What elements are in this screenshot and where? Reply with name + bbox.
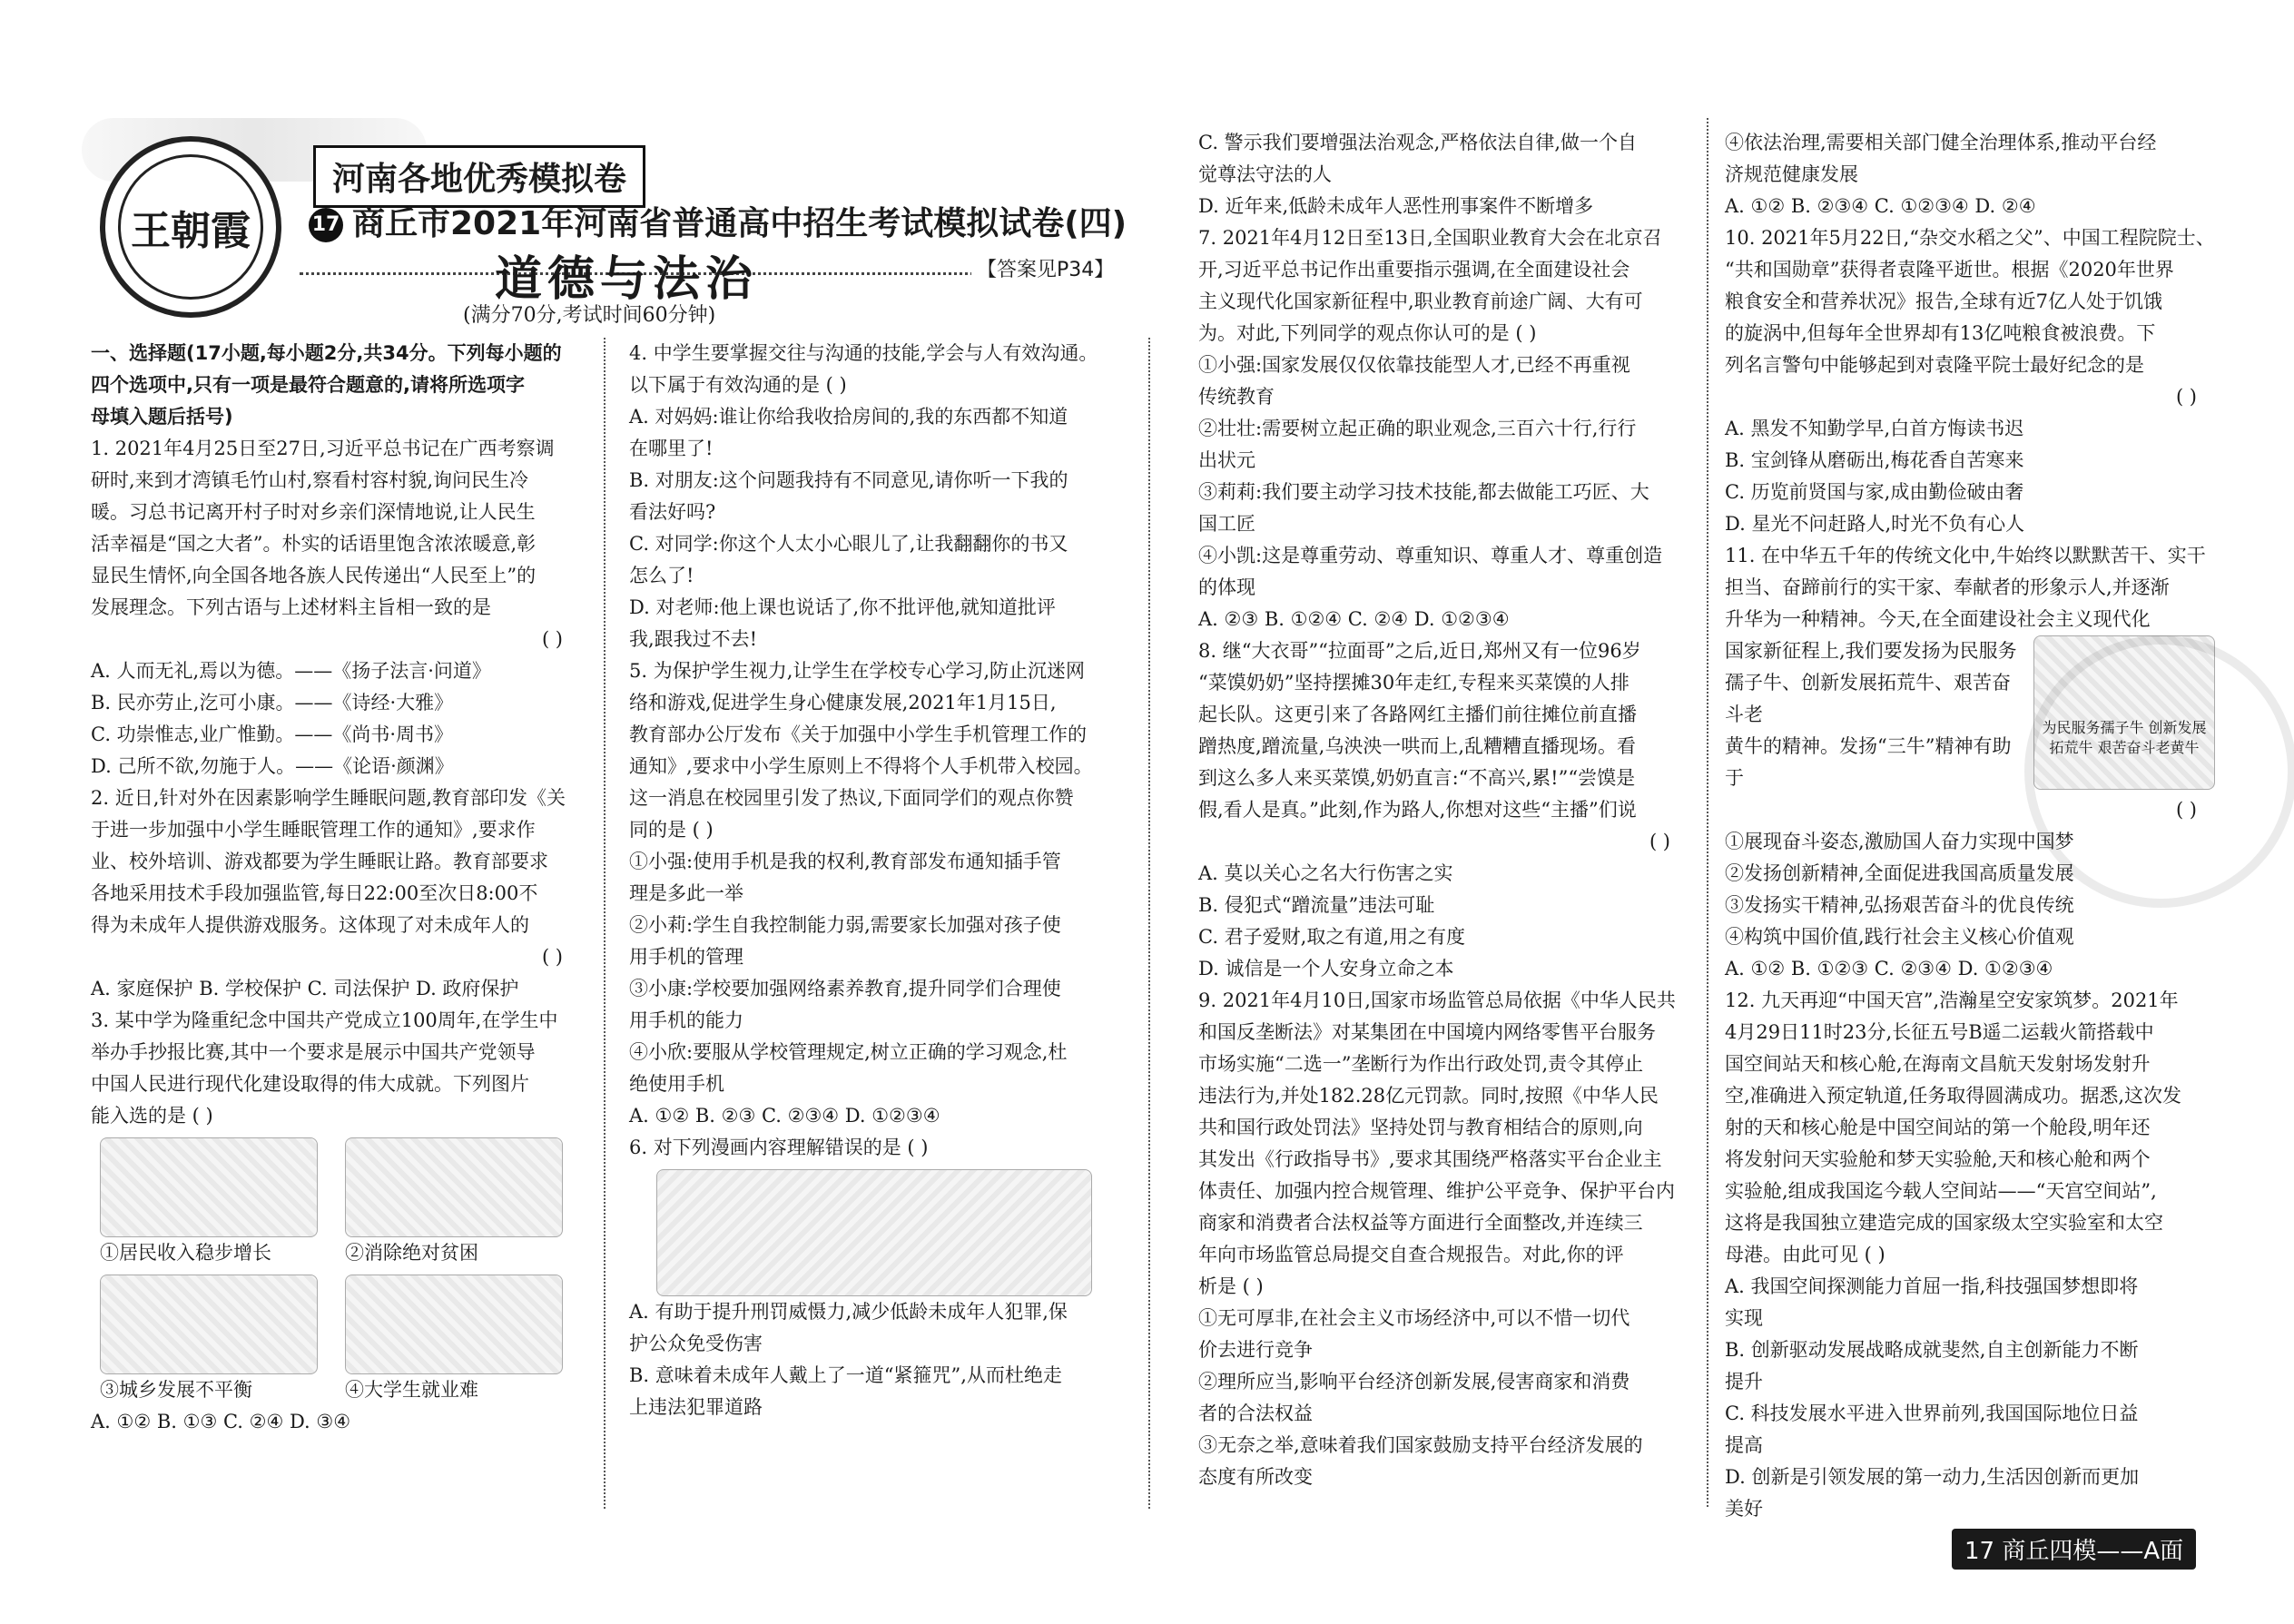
text-line: B. 对朋友:这个问题我持有不同意见,请你听一下我的 (629, 469, 1068, 491)
text-line: 国家新征程上,我们要发扬为民服务 (1725, 640, 2017, 662)
text-line: 10. 2021年5月22日,“杂交水稻之父”、中国工程院院士、 (1725, 227, 2215, 249)
text-line: 暖。习总书记离开村子时对乡亲们深情地说,让人民生 (91, 501, 536, 523)
text-line: 假,看人是真。”此刻,作为路人,你想对这些“主播”们说 (1198, 799, 1637, 821)
text-line: 者的合法权益 (1198, 1403, 1313, 1424)
text-line: A. ①② B. ②③ C. ②③④ D. ①②③④ (629, 1105, 940, 1127)
text-line: 济规范健康发展 (1725, 163, 1858, 185)
text-line: 国工匠 (1198, 513, 1255, 535)
text-line: 护公众免受伤害 (629, 1333, 763, 1354)
text-line: C. 历览前贤国与家,成由勤俭破由奢 (1725, 481, 2024, 503)
text-line: 理是多此一举 (629, 882, 743, 904)
cartoon-caption: ②消除绝对贫困 (345, 1242, 478, 1264)
text-line: ②发扬创新精神,全面促进我国高质量发展 (1725, 862, 2074, 884)
text-line: 实验舱,组成我国迄今载人空间站——“天宫空间站”, (1725, 1180, 2157, 1202)
text-line: “共和国勋章”获得者袁隆平逝世。根据《2020年世界 (1725, 259, 2174, 281)
text-line: 我,跟我过不去! (629, 628, 758, 650)
text-line: 绝使用手机 (629, 1073, 724, 1095)
text-line: “菜馍奶奶”坚持摆摊30年走红,专程来买菜馍的人排 (1198, 672, 1629, 694)
text-line: 实现 (1725, 1307, 1763, 1329)
text-line: 怎么了! (629, 565, 694, 586)
text-line: B. 宝剑锋从磨砺出,梅花香自苦寒来 (1725, 449, 2024, 471)
text-line: A. 莫以关心之名大行伤害之实 (1198, 862, 1453, 884)
text-line: 年向市场监管总局提交自查合规报告。对此,你的评 (1198, 1244, 1624, 1265)
column-divider (1707, 118, 1708, 1507)
text-line: D. 星光不问赶路人,时光不负有心人 (1725, 513, 2025, 535)
text-line: 的体现 (1198, 576, 1255, 598)
text-line: 母港。由此可见 ( ) (1725, 1244, 1885, 1265)
text-line: ( ) (2175, 799, 2197, 821)
text-line: 举办手抄报比赛,其中一个要求是展示中国共产党领导 (91, 1041, 536, 1063)
text-line: ①无可厚非,在社会主义市场经济中,可以不惜一切代 (1198, 1307, 1630, 1329)
text-line: 这将是我国独立建造完成的国家级太空实验室和太空 (1725, 1212, 2163, 1234)
text-line: 8. 继“大衣哥”“拉面哥”之后,近日,郑州又有一位96岁 (1198, 640, 1641, 662)
text-line: 一、选择题(17小题,每小题2分,共34分。下列每小题的 (91, 342, 562, 364)
text-line: 4月29日11时23分,长征五号B遥二运载火箭搭载中 (1725, 1021, 2154, 1043)
text-line: B. 意味着未成年人戴上了一道“紧箍咒”,从而杜绝走 (629, 1364, 1062, 1386)
text-line: 孺子牛、创新发展拓荒牛、艰苦奋斗老 (1725, 672, 2011, 725)
exam-note: (满分70分,考试时间60分钟) (463, 304, 716, 327)
text-line: A. 对妈妈:谁让你给我收拾房间的,我的东西都不知道 (629, 406, 1068, 428)
text-line: 发展理念。下列古语与上述材料主旨相一致的是 (91, 596, 491, 618)
text-line: 于进一步加强中小学生睡眠管理工作的通知》,要求作 (91, 819, 536, 841)
text-line: ( ) (541, 628, 563, 650)
text-line: 上违法犯罪道路 (629, 1396, 763, 1418)
text-line: 国空间站天和核心舱,在海南文昌航天发射场发射升 (1725, 1053, 2151, 1075)
brand-watermark (2024, 635, 2294, 908)
text-line: 1. 2021年4月25日至27日,习近平总书记在广西考察调 (91, 438, 555, 459)
cartoon-row (100, 1275, 581, 1374)
bull-caption: 为民服务孺子牛 创新发展拓荒牛 艰苦奋斗老黄牛 (2042, 719, 2207, 756)
exam-title (309, 198, 1127, 244)
text-line: 络和游戏,促进学生身心健康发展,2021年1月15日, (629, 692, 1057, 714)
text-line: 四个选项中,只有一项是最符合题意的,请将所选项字 (91, 374, 525, 396)
text-line: ③发扬实干精神,弘扬艰苦奋斗的优良传统 (1725, 894, 2074, 916)
answer-options: A. ①② B. ①③ C. ②④ D. ③④ (91, 1411, 351, 1432)
seal-text: 王朝霞 (118, 154, 263, 300)
text-line: 研时,来到才湾镇毛竹山村,察看村容村貌,询问民生冷 (91, 469, 529, 491)
text-line: 以下属于有效沟通的是 ( ) (629, 374, 847, 396)
text-line: 得为未成年人提供游戏服务。这体现了对未成年人的 (91, 914, 529, 936)
text-line: 传统教育 (1198, 386, 1275, 408)
text-line: 违法行为,并处182.28亿元罚款。同时,按照《中华人民 (1198, 1085, 1659, 1107)
text-line: D. 对老师:他上课也说话了,你不批评他,就知道批评 (629, 596, 1056, 618)
text-line: 3. 某中学为隆重纪念中国共产党成立100周年,在学生中 (91, 1009, 558, 1031)
text-line: ④小凯:这是尊重劳动、尊重知识、尊重人才、尊重创造 (1198, 545, 1663, 566)
text-line: D. 近年来,低龄未成年人恶性刑事案件不断增多 (1198, 195, 1594, 217)
text-line: ④依法治理,需要相关部门健全治理体系,推动平台经 (1725, 132, 2157, 153)
text-line: 出状元 (1198, 449, 1255, 471)
text-line: ( ) (1649, 831, 1670, 852)
cartoon-caption: ③城乡发展不平衡 (100, 1379, 252, 1401)
text-line: 黄牛的精神。发扬“三牛”精神有助于 (1725, 735, 2012, 789)
text-line: 和国反垄断法》对某集团在中国境内网络零售平台服务 (1198, 1021, 1656, 1043)
text-line: 空,准确进入预定轨道,任务取得圆满成功。据悉,这次发 (1725, 1085, 2182, 1107)
text-line: 用手机的能力 (629, 1009, 743, 1031)
cartoon-image (100, 1137, 318, 1237)
text-line: 其发出《行政指导书》,要求其围绕严格落实平台企业主 (1198, 1148, 1662, 1170)
cartoon-caption: ④大学生就业难 (345, 1379, 478, 1401)
text-line: ②壮壮:需要树立起正确的职业观念,三百六十行,行行 (1198, 418, 1637, 439)
cartoon-captions (100, 1237, 581, 1269)
series-label: 河南各地优秀模拟卷 (313, 145, 645, 208)
text-line: 4. 中学生要掌握交往与沟通的技能,学会与人有效沟通。 (629, 342, 1098, 364)
text-line: 射的天和核心舱是中国空间站的第一个舱段,明年还 (1725, 1117, 2151, 1138)
text-line: 起长队。这更引来了各路网红主播们前往摊位前直播 (1198, 704, 1637, 725)
text-line: 6. 对下列漫画内容理解错误的是 ( ) (629, 1137, 929, 1158)
text-line: ①展现奋斗姿态,激励国人奋力实现中国梦 (1725, 831, 2074, 852)
text-line: A. ②③ B. ①②④ C. ②④ D. ①②③④ (1198, 608, 1510, 630)
text-line: 显民生情怀,向全国各地各族人民传递出“人民至上”的 (91, 565, 537, 586)
text-line: B. 创新驱动发展战略成就斐然,自主创新能力不断 (1725, 1339, 2139, 1361)
text-line: 共和国行政处罚法》坚持处罚与教育相结合的原则,向 (1198, 1117, 1643, 1138)
text-line: 母填入题后括号) (91, 406, 233, 428)
text-line: 7. 2021年4月12日至13日,全国职业教育大会在北京召 (1198, 227, 1662, 249)
text-line: 态度有所改变 (1198, 1466, 1313, 1488)
text-line: A. 有助于提升刑罚威慑力,减少低龄未成年人犯罪,保 (629, 1301, 1068, 1323)
text-line: 在哪里了! (629, 438, 714, 459)
subject-title: 道德与法治 (495, 252, 759, 307)
text-line: ( ) (2175, 386, 2197, 408)
column-divider (604, 338, 605, 1509)
column-divider (1148, 338, 1150, 1509)
text-line: 用手机的管理 (629, 946, 743, 968)
text-line: ④构筑中国价值,践行社会主义核心价值观 (1725, 926, 2074, 948)
text-line: 活幸福是“国之大者”。朴实的话语里饱含浓浓暖意,彰 (91, 533, 537, 555)
text-line: 看法好吗? (629, 501, 716, 523)
text-line: C. 功崇惟志,业广惟勤。——《尚书·周书》 (91, 723, 454, 745)
brand-seal-logo (100, 136, 281, 318)
text-line: 11. 在中华五千年的传统文化中,牛始终以默默苦干、实干 (1725, 545, 2206, 566)
exam-number-badge: 17 (309, 208, 343, 242)
text-line: ③莉莉:我们要主动学习技术技能,都去做能工巧匠、大 (1198, 481, 1649, 503)
text-line: 12. 九天再迎“中国天宫”,浩瀚星空安家筑梦。2021年 (1725, 989, 2179, 1011)
text-line: 2. 近日,针对外在因素影响学生睡眠问题,教育部印发《关 (91, 787, 566, 809)
text-line: D. 己所不欲,勿施于人。——《论语·颜渊》 (91, 755, 454, 777)
text-line: 为。对此,下列同学的观点你认可的是 ( ) (1198, 322, 1537, 344)
text-line: ③小康:学校要加强网络素养教育,提升同学们合理使 (629, 978, 1061, 999)
text-line: ②理所应当,影响平台经济创新发展,侵害商家和消费 (1198, 1371, 1630, 1393)
text-line: ①小强:使用手机是我的权利,教育部发布通知插手管 (629, 851, 1061, 872)
text-line: 同的是 ( ) (629, 819, 714, 841)
text-line: 列名言警句中能够起到对袁隆平院士最好纪念的是 (1725, 354, 2144, 376)
text-line: 将发射问天实验舱和梦天实验舱,天和核心舱和两个 (1725, 1148, 2151, 1170)
text-line: 能入选的是 ( ) (91, 1105, 213, 1127)
text-line: B. 侵犯式“蹭流量”违法可耻 (1198, 894, 1435, 916)
text-line: 9. 2021年4月10日,国家市场监管总局依据《中华人民共 (1198, 989, 1676, 1011)
text-line: C. 君子爱财,取之有道,用之有度 (1198, 926, 1466, 948)
text-line: 商家和消费者合法权益等方面进行全面整改,并连续三 (1198, 1212, 1643, 1234)
text-line: 通知》,要求中小学生原则上不得将个人手机带入校园。 (629, 755, 1093, 777)
column-3 (1198, 127, 1689, 1493)
text-line: A. 黑发不知勤学早,白首方悔读书迟 (1725, 418, 2024, 439)
text-line: 到这么多人来买菜馍,奶奶直言:“不高兴,累!”“尝馍是 (1198, 767, 1636, 789)
text-line: ( ) (541, 946, 563, 968)
text-line: 提升 (1725, 1371, 1763, 1393)
text-line: 价去进行竞争 (1198, 1339, 1313, 1361)
text-line: 业、校外培训、游戏都要为学生睡眠让路。教育部要求 (91, 851, 548, 872)
cartoon-caption: ①居民收入稳步增长 (100, 1242, 271, 1264)
column-1 (91, 338, 581, 1438)
text-line: 觉尊法守法的人 (1198, 163, 1332, 185)
text-line: 粮食安全和营养状况》报告,全球有近7亿人处于饥饿 (1725, 290, 2163, 312)
text-line: 提高 (1725, 1434, 1763, 1456)
cartoon-row (100, 1137, 581, 1237)
text-line: 美好 (1725, 1498, 1763, 1520)
text-line: A. ①② B. ①②③ C. ②③④ D. ①②③④ (1725, 958, 2053, 979)
header (82, 118, 1135, 327)
text-line: A. ①② B. ②③④ C. ①②③④ D. ②④ (1725, 195, 2036, 217)
text-line: C. 对同学:你这个人太小心眼儿了,让我翻翻你的书又 (629, 533, 1068, 555)
cartoon-image (345, 1275, 563, 1374)
text-line: 教育部办公厅发布《关于加强中小学生手机管理工作的 (629, 723, 1087, 745)
comic-illustration (656, 1169, 1092, 1296)
text-line: A. 我国空间探测能力首屈一指,科技强国梦想即将 (1725, 1275, 2139, 1297)
page-footer-tag: 17 商丘四模——A面 (1952, 1529, 2196, 1570)
text-line: B. 民亦劳止,汔可小康。——《诗经·大雅》 (91, 692, 454, 714)
text-line: ①小强:国家发展仅仅依靠技能型人才,已经不再重视 (1198, 354, 1630, 376)
text-line: 蹭热度,蹭流量,乌泱泱一哄而上,乱糟糟直播现场。看 (1198, 735, 1637, 757)
text-line: D. 诚信是一个人安身立命之本 (1198, 958, 1454, 979)
text-line: D. 创新是引领发展的第一动力,生活因创新而更加 (1725, 1466, 2140, 1488)
text-line: C. 科技发展水平进入世界前列,我国国际地位日益 (1725, 1403, 2139, 1424)
exam-title-text: 商丘市2021年河南省普通高中招生考试模拟试卷(四) (352, 205, 1127, 242)
text-line: 市场实施“二选一”垄断行为作出行政处罚,责令其停止 (1198, 1053, 1644, 1075)
text-line: 体责任、加强内控合规管理、维护公平竞争、保护平台内 (1198, 1180, 1675, 1202)
text-line: 这一消息在校园里引发了热议,下面同学们的观点你赞 (629, 787, 1074, 809)
cartoon-image (100, 1275, 318, 1374)
text-line: ④小欣:要服从学校管理规定,树立正确的学习观念,杜 (629, 1041, 1068, 1063)
text-line: A. 人而无礼,焉以为德。——《扬子法言·问道》 (91, 660, 491, 682)
answer-reference: 【答案见P34】 (971, 254, 1119, 282)
text-line: C. 警示我们要增强法治观念,严格依法自律,做一个自 (1198, 132, 1638, 153)
text-line: 升华为一种精神。今天,在全面建设社会主义现代化 (1725, 608, 2151, 630)
text-line: 主义现代化国家新征程中,职业教育前途广阔、大有可 (1198, 290, 1643, 312)
column-2 (629, 338, 1119, 1423)
text-line: 开,习近平总书记作出重要指示强调,在全面建设社会 (1198, 259, 1630, 281)
text-line: ②小莉:学生自我控制能力弱,需要家长加强对孩子使 (629, 914, 1061, 936)
cartoon-captions (100, 1374, 581, 1406)
text-line: 5. 为保护学生视力,让学生在学校专心学习,防止沉迷网 (629, 660, 1086, 682)
text-line: A. 家庭保护 B. 学校保护 C. 司法保护 D. 政府保护 (91, 978, 519, 999)
text-line: 析是 ( ) (1198, 1275, 1264, 1297)
cartoon-image (345, 1137, 563, 1237)
text-line: 的旋涡中,但每年全世界却有13亿吨粮食被浪费。下 (1725, 322, 2156, 344)
text-line: 各地采用技术手段加强监管,每日22:00至次日8:00不 (91, 882, 538, 904)
text-line: 担当、奋蹄前行的实干家、奉献者的形象示人,并逐渐 (1725, 576, 2170, 598)
text-line: 中国人民进行现代化建设取得的伟大成就。下列图片 (91, 1073, 529, 1095)
text-line: ③无奈之举,意味着我们国家鼓励支持平台经济发展的 (1198, 1434, 1643, 1456)
